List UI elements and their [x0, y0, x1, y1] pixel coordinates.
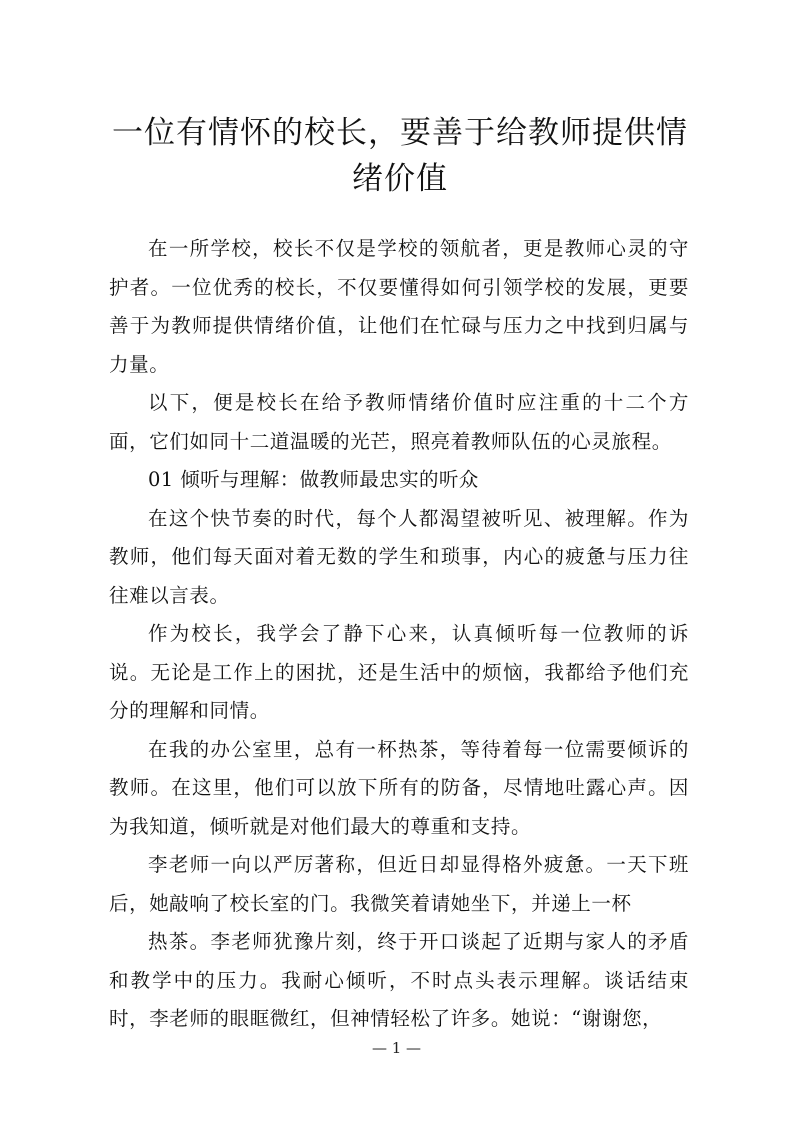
section-heading: 01 倾听与理解：做教师最忠实的听众: [148, 468, 479, 491]
page-number: — 1 —: [371, 1039, 422, 1057]
paragraph: 以下，便是校长在给予教师情绪价值时应注重的十二个方面，它们如同十二道温暖的光芒，照亮着教师队伍的心灵旅程。: [109, 391, 689, 453]
title-line-1: 一位有情怀的校长，要善于给教师提供情: [112, 115, 688, 151]
paragraph: 在这个快节奏的时代，每个人都渴望被听见、被理解。作为教师，他们每天面对着无数的学生和琐事，内心的疲惫与压力往往难以言表。: [109, 506, 689, 607]
document-body: [109, 230, 689, 1039]
paragraph: 在一所学校，校长不仅是学校的领航者，更是教师心灵的守护者。一位优秀的校长，不仅要懂得如何引领学校的发展，更要善于为教师提供情绪价值，让他们在忙碌与压力之中找到归属与力量。: [109, 237, 689, 376]
document-title: [100, 110, 700, 202]
paragraph: 作为校长，我学会了静下心来，认真倾听每一位教师的诉说。无论是工作上的困扰，还是生活中的烦恼，我都给予他们充分的理解和同情。: [109, 622, 689, 722]
paragraph: 李老师一向以严厉著称，但近日却显得格外疲惫。一天下班后，她敲响了校长室的门。我微笑着请她坐下，并递上一杯: [109, 853, 689, 915]
paragraph: 在我的办公室里，总有一杯热茶，等待着每一位需要倾诉的教师。在这里，他们可以放下所有的防备，尽情地吐露心声。因为我知道，倾听就是对他们最大的尊重和支持。: [109, 737, 689, 838]
paragraph: 热茶。李老师犹豫片刻，终于开口谈起了近期与家人的矛盾和教学中的压力。我耐心倾听，不时点头表示理解。谈话结束时，李老师的眼眶微红，但神情轻松了许多。她说：“谢谢您，: [109, 930, 689, 1030]
title-line-2: 绪价值: [352, 161, 448, 197]
